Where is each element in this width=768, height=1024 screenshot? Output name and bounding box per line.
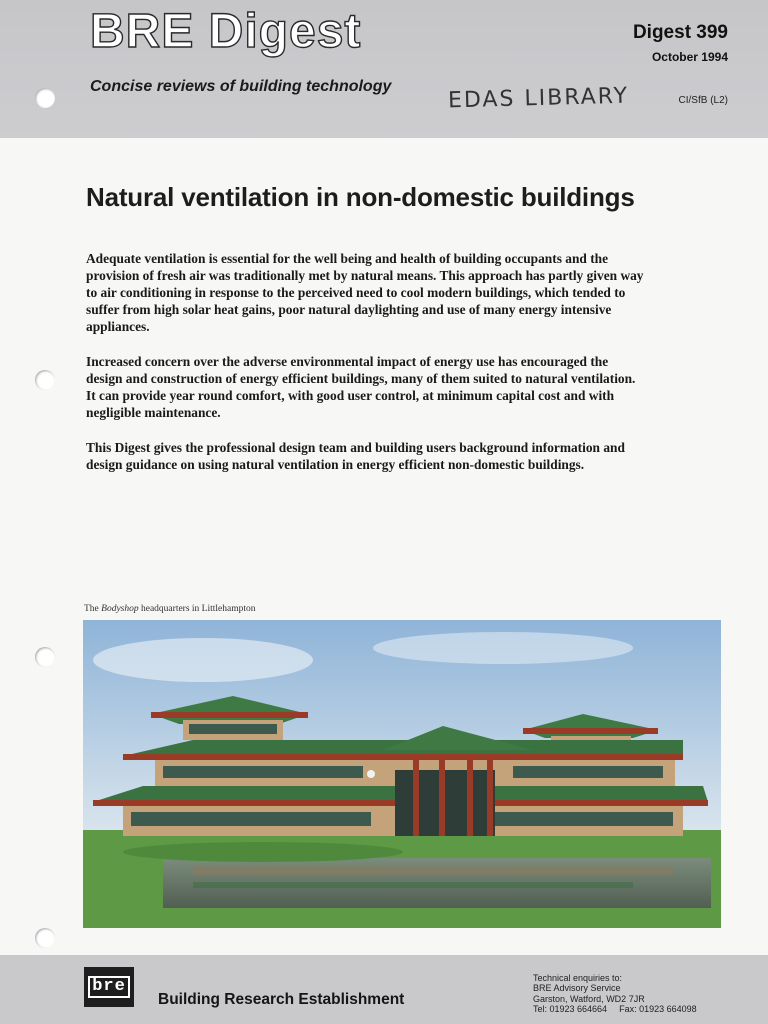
- organisation-name: Building Research Establishment: [158, 991, 405, 1008]
- lower-windows: [493, 812, 673, 826]
- punch-hole: [35, 647, 55, 667]
- logo-text: bre: [88, 976, 130, 998]
- middle-windows: [163, 766, 363, 778]
- punch-hole: [35, 88, 55, 108]
- fax: Fax: 01923 664098: [619, 1004, 697, 1015]
- footer-band: [0, 955, 768, 1024]
- cloud: [373, 632, 633, 664]
- advisory-service: BRE Advisory Service: [533, 983, 621, 994]
- reflection: [193, 866, 673, 876]
- phone-fax-row: [533, 1004, 753, 1014]
- roof-trim: [123, 754, 683, 760]
- enquiries-block: [533, 973, 753, 1015]
- reflection-roof: [193, 882, 633, 888]
- grass-bank: [123, 842, 403, 862]
- digest-number: Digest 399: [632, 22, 728, 43]
- paragraph: Increased concern over the adverse environmental impact of energy use has encouraged the design and construction of energy efficient buildings, many of them suited to natural ventilation. It can provide year round comfort, with good user control, at minimum capital cost and with negligible maintenance.: [86, 354, 636, 420]
- photo-caption: [84, 604, 256, 614]
- punch-hole: [35, 370, 55, 390]
- article-body: [86, 250, 646, 491]
- building-photo: [83, 620, 721, 928]
- digest-date: October 1994: [651, 50, 728, 64]
- column: [413, 756, 419, 836]
- column: [439, 756, 445, 836]
- caption-prefix: The: [84, 604, 102, 614]
- caption-company: Bodyshop: [101, 604, 139, 614]
- article-title: Natural ventilation in non-domestic buildings: [86, 182, 635, 212]
- brand-title: BRE Digest: [90, 5, 362, 58]
- classification-code: CI/SfB (L2): [678, 95, 728, 106]
- handwritten-note: EDAS LIBRARY: [447, 83, 630, 114]
- upper-windows: [189, 724, 277, 734]
- paragraph: This Digest gives the professional design team and building users background information and design guidance on using natural ventilation in energy efficient non-domestic buildings.: [86, 440, 625, 472]
- punch-hole: [35, 928, 55, 948]
- tagline: Concise reviews of building technology: [90, 78, 392, 95]
- roof-trim: [151, 712, 308, 718]
- paragraph: Adequate ventilation is essential for the well being and health of building occupants and the provision of fresh air was traditionally met by natural means. This approach has partly given way to air conditioning in response to the perceived need to cool modern buildings, which tended to suffer from high solar heat gains, poor natural daylighting and use of many energy intensive appliances.: [86, 251, 644, 334]
- lower-windows: [131, 812, 371, 826]
- enquiries-label: Technical enquiries to:: [533, 973, 623, 983]
- column: [487, 756, 493, 836]
- roof-trim: [523, 728, 658, 734]
- cloud: [93, 638, 313, 682]
- column: [467, 756, 473, 836]
- caption-suffix: headquarters in Littlehampton: [138, 604, 256, 614]
- address: Garston, Watford, WD2 7JR: [533, 993, 645, 1004]
- middle-windows: [513, 766, 663, 778]
- round-window: [367, 770, 375, 778]
- foreground-grass: [83, 908, 721, 928]
- header-band: [0, 0, 768, 138]
- telephone: Tel: 01923 664664: [533, 1004, 608, 1015]
- bre-logo: [84, 967, 134, 1007]
